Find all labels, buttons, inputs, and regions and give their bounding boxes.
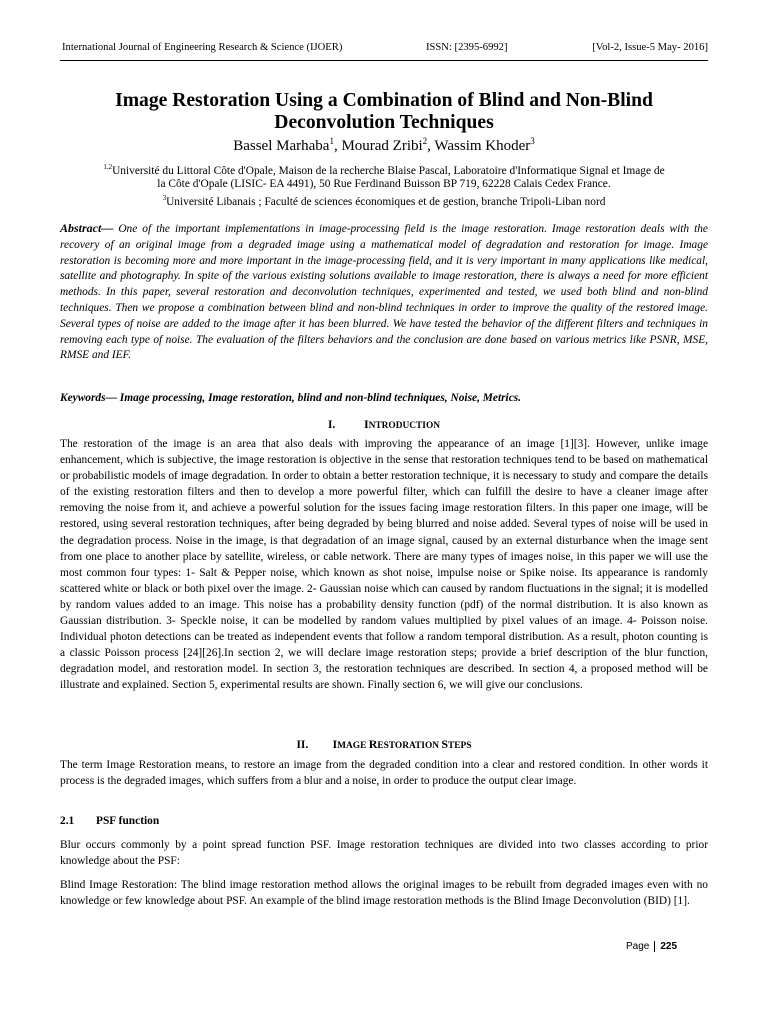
affiliation-1-sup: 1,2: [103, 163, 113, 171]
author-name: Bassel Marhaba: [233, 138, 330, 154]
author-list: [60, 132, 708, 155]
restoration-steps-paragraph: The term Image Restoration means, to restore an image from the degraded condition into a clear and restored condition. In other words it process is the degraded images, which suffers from a blur and a noise, in order to produce the output clear image.: [60, 759, 708, 788]
author-sup: 3: [530, 136, 535, 146]
journal-name: International Journal of Engineering Research & Science (IJOER): [62, 42, 343, 53]
affiliation-2-text: Université Libanais ; Faculté de sciences économiques et de gestion, branche Tripoli-Liban nord: [166, 195, 606, 208]
section-heading-introduction: [60, 417, 708, 432]
section-title-cap: R: [368, 737, 378, 751]
section-title-rest: NTRODUCTION: [368, 421, 441, 431]
author-sup: 1: [329, 136, 334, 146]
section-heading-restoration-steps: [60, 737, 708, 752]
affiliations: [60, 161, 708, 209]
author-name: Wassim Khoder: [434, 138, 531, 154]
abstract-label: Abstract—: [60, 221, 114, 235]
section-number: II.: [296, 739, 309, 751]
author-name: Mourad Zribi: [341, 138, 423, 154]
intro-paragraph: The restoration of the image is an area that also deals with improving the appearance of an image [1][3]. However, unlike image enhancement, which is subjective, the image restoration is objective in the sense that restoration techniques tend to be based on mathematical or probabilistic models of image degradation. In order to obtain a better restoration technique, it is necessary to study and compare the details of the existing restoration filters and then to develop a more powerful filter, which can fulfill the desire to have a cleaner image after removing the noise from it, and achieve a powerful solution for the issues facing image restoration filters. In this paper one image, will be restored, using several restoration techniques, after being degraded by being blurred and noise added. Several types of noise will be used in the degradation process. Noise in the image, is that degradation of an image signal, caused by an external disturbance when the image sent from one place to another place by satellite, wireless, or cable network. There are many types of images noise, in this paper we will use the most common four types: 1- Salt & Pepper noise, which known as shot noise, impulse noise or Spike noise. Its appearance is randomly scattered white or black or both pixel over the image. 2- Gaussian noise which can caused by random fluctuations in the signal; it is modelled by random values added to an image. This noise has a probability density function (pdf) of the normal distribution. It is also known as Gaussian distribution. 3- Speckle noise, it can be modelled by random values multiplied by pixel values of an image. 4- Poisson noise. Individual photon detections can be treated as independent events that follow a random temporal distribution. As a result, photon counting is a classic Poisson process [24][26].In section 2, we will declare image restoration steps; provide a brief description of the blur function, degradation model, and restoration model. In section 3, the restoration techniques are described. In section 4, a proposed method will be illustrate and explained. Section 5, experimental results are shown. Finally section 6, we will give our conclusions.: [60, 438, 708, 692]
abstract-text: One of the important implementations in image-processing field is the image restoration. Image restoration deals with the recovery of an original image from a degraded image using a mathematical model of degradation and restoration for image. Image restoration is becoming more and more important in the image-processing field, and it is very important in many applications like medical, satellite and photography. In spite of the various existing solutions available to image restoration, there is always a need for more efficient methods. In this paper, several restoration and deconvolution techniques, experimented and tested, we used both blind and non-blind techniques. Then we propose a combination between blind and non-blind techniques in order to improve the quality of the restored image. Several types of noise are added to the image after it has been blurred. We have tested the behavior of the different filters and techniques in removing each type of noise. The evaluation of the filters behaviors and the conclusion are done based on various metrics like PSNR, MSE, RMSE and IEF.: [60, 223, 708, 362]
affiliation-2: [60, 192, 708, 209]
subsection-title: PSF function: [96, 815, 160, 827]
affiliation-1-line2: la Côte d'Opale (LISIC- EA 4491), 50 Rue Ferdinand Buisson BP 719, 62228 Calais Cedex France.: [157, 178, 611, 191]
subsection-heading-psf: [60, 815, 159, 827]
author-sup: 2: [422, 136, 428, 146]
paper-title: [60, 90, 708, 134]
paper-title-line1: Image Restoration Using a Combination of Blind and Non-Blind: [115, 90, 653, 111]
page-footer: [626, 941, 677, 952]
journal-issn: ISSN: [2395-6992]: [426, 42, 508, 53]
section-title-cap: S: [441, 737, 449, 751]
author-sep: ,: [333, 138, 342, 154]
affiliation-2-sup: 3: [162, 193, 167, 202]
section-title-cap: I: [332, 737, 338, 751]
header-rule: [60, 60, 708, 61]
keywords: Keywords— Image processing, Image restoration, blind and non-blind techniques, Noise, Metrics.: [60, 392, 522, 404]
footer-separator: [654, 941, 655, 952]
journal-volume: [Vol-2, Issue-5 May- 2016]: [592, 42, 708, 53]
affiliation-1-line1: Université du Littoral Côte d'Opale, Maison de la recherche Blaise Pascal, Laboratoire d'Informatique Signal et Image de: [112, 164, 665, 177]
section-number: I.: [327, 419, 336, 431]
section-title-part: ESTORATION: [377, 741, 442, 751]
abstract: [60, 221, 708, 364]
page-label: Page: [626, 941, 650, 953]
page-number: 225: [660, 941, 678, 953]
affiliation-1: [60, 161, 708, 178]
author-sep: ,: [427, 138, 435, 154]
psf-paragraph-2: Blind Image Restoration: The blind image restoration method allows the original images to be rebuilt from degraded images even with no knowledge or few knowledge about PSF. An example of the blind image restoration methods is the Blind Image Deconvolution (BID) [1].: [60, 879, 708, 908]
section-title-cap: I: [363, 417, 369, 431]
section-title-part: TEPS: [448, 741, 472, 751]
psf-paragraph-1: Blur occurs commonly by a point spread function PSF. Image restoration techniques are divided into two classes according to prior knowledge about the PSF:: [60, 839, 708, 868]
section-title-part: MAGE: [337, 741, 369, 751]
subsection-number: 2.1: [60, 815, 75, 827]
paper-title-line2: Deconvolution Techniques: [274, 112, 494, 133]
